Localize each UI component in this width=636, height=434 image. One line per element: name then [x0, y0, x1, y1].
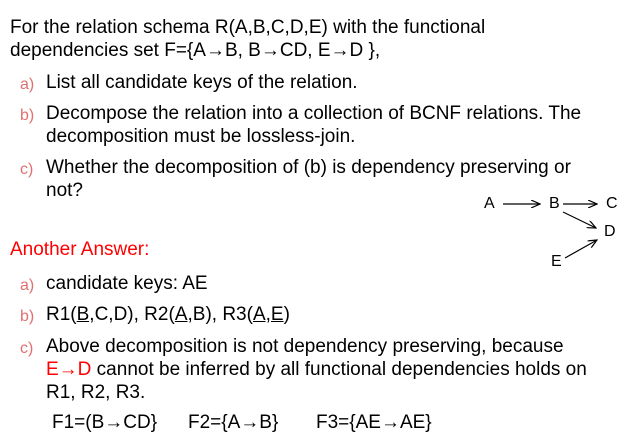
question-c-line-2: not? [46, 180, 83, 201]
answer-b-key-part: A [174, 304, 188, 325]
answer-a-text: candidate keys: AE [46, 273, 208, 294]
answer-b-label: b) [20, 308, 35, 325]
answer-heading: Another Answer: [10, 239, 150, 260]
diagram-node-e: E [551, 253, 562, 270]
fd-set-f1: F1=(B→CD} [52, 412, 158, 433]
answer-c-label: c) [20, 340, 34, 357]
diagram-node-d: D [604, 223, 616, 240]
question-a-label: a) [20, 76, 35, 93]
arrow-e-to-d [565, 240, 597, 258]
intro-line-1: For the relation schema R(A,B,C,D,E) with the functional [10, 17, 486, 38]
question-c-label: c) [20, 161, 34, 178]
answer-c-line-2-rest: cannot be inferred by all functional dependencies holds on [91, 359, 587, 380]
fd-set-f3: F3={AE→AE} [316, 412, 432, 433]
answer-c-line-3: R1, R2, R3. [46, 382, 146, 403]
diagram-node-a: A [484, 195, 495, 212]
arrow-b-to-d [563, 212, 596, 228]
answer-b-part: C,D), R2( [94, 304, 175, 325]
fd-set-f2: F2={A→B} [188, 412, 279, 433]
question-c-line-1: Whether the decomposition of (b) is dependency preserving or [46, 157, 571, 178]
answer-b-key-part: A,E [252, 304, 284, 325]
answer-a-label: a) [20, 277, 35, 294]
answer-b-part: R1( [46, 304, 77, 325]
highlighted-dependency: E→D [46, 359, 92, 380]
question-b-line-1: Decompose the relation into a collection of BCNF relations. The [46, 103, 582, 124]
answer-b-part: ,B), R3( [187, 304, 253, 325]
diagram-node-c: C [606, 195, 618, 212]
question-a-text: List all candidate keys of the relation. [46, 72, 358, 93]
question-b-label: b) [20, 107, 35, 124]
intro-line-2: dependencies set F={A→B, B→CD, E→D }, [10, 40, 381, 61]
answer-c-line-2 [46, 359, 587, 381]
diagram-node-b: B [549, 195, 560, 212]
question-b-line-2: decomposition must be lossless-join. [46, 126, 356, 147]
answer-b-part: ) [283, 304, 290, 325]
answer-b-key-part: B, [76, 304, 95, 325]
answer-b-text [46, 304, 290, 326]
answer-c-line-1: Above decomposition is not dependency preserving, because [46, 336, 564, 357]
